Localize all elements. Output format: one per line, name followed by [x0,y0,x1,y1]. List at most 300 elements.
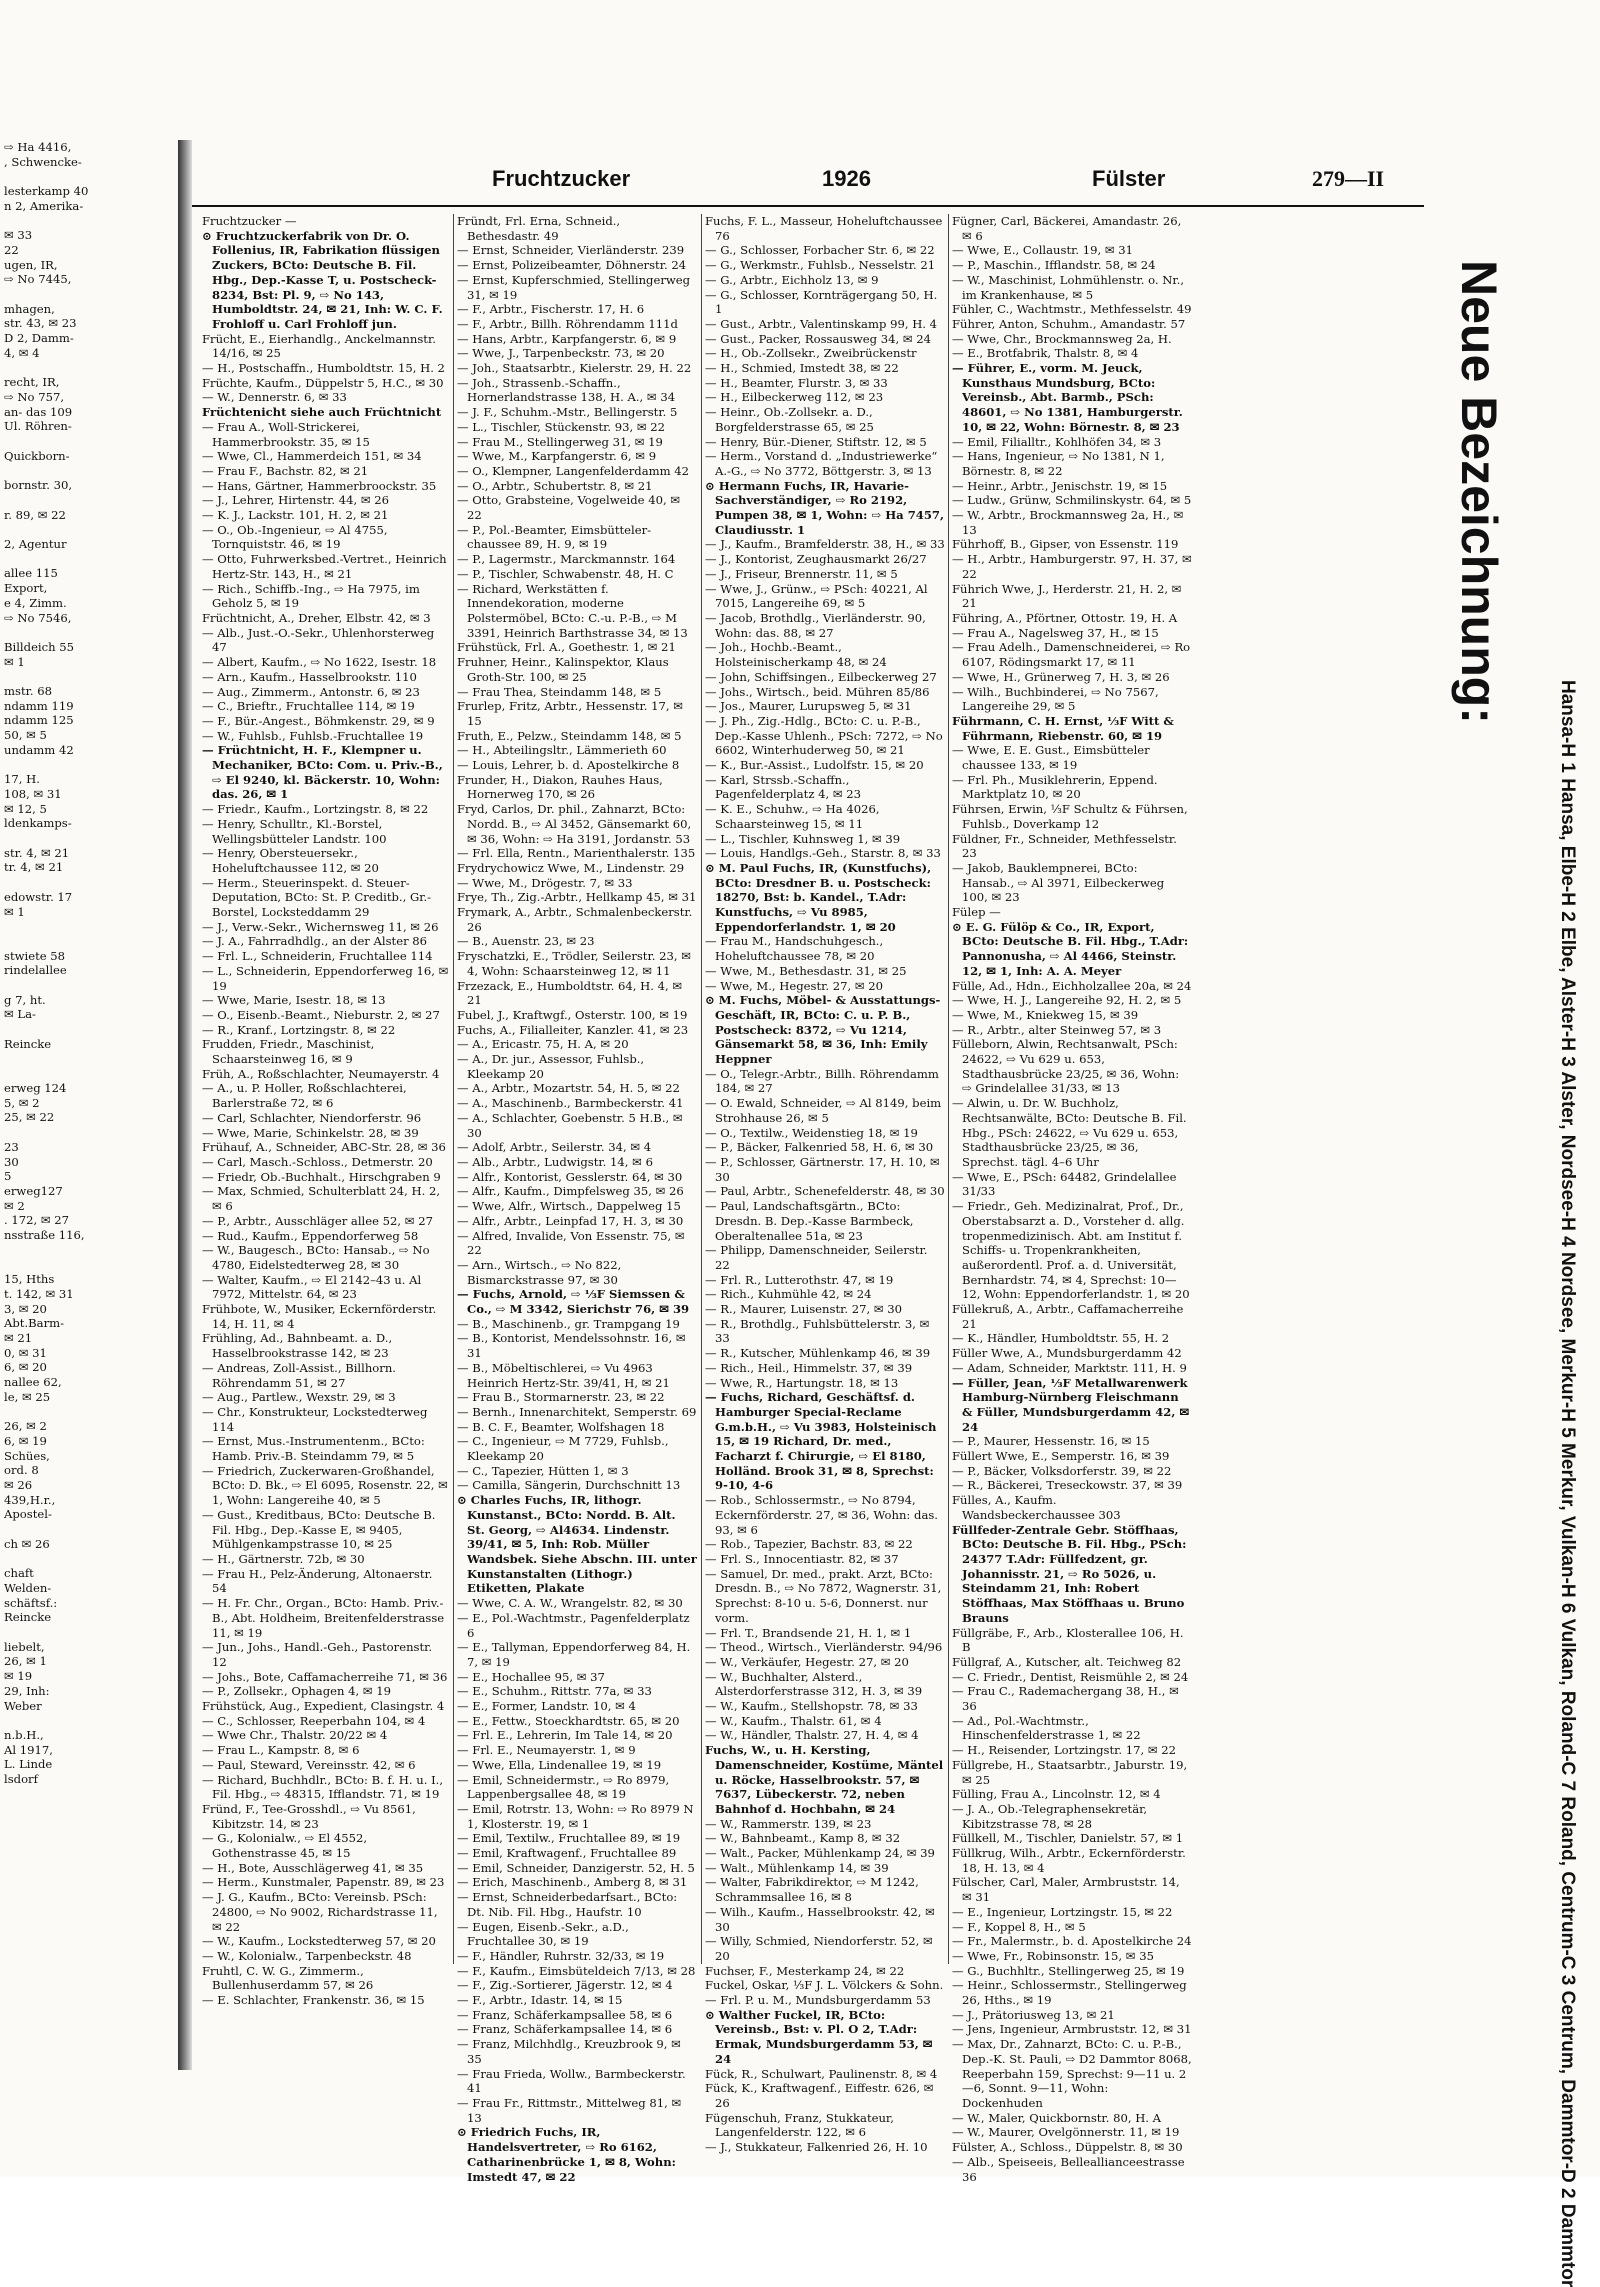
left-page-line: 0, ✉ 31 [4,1345,47,1360]
directory-entry: — J., Kontorist, Zeughausmarkt 26/27 [705,552,927,567]
directory-entry: — Frl. R., Lutterothstr. 47, ✉ 19 [705,1272,894,1287]
directory-entry: — H., Bote, Ausschlägerweg 41, ✉ 35 [202,1860,424,1875]
left-page-line [0,1625,178,1640]
directory-entry: — A., Maschinenb., Barmbeckerstr. 41 [457,1096,684,1111]
directory-entry: — Jakob, Bauklempnerei, BCto: Hansab., ⇨ Al 3971, Eilbeckerweg 100, ✉ 23 [952,860,1165,905]
directory-entry: — P., Tischler, Schwabenstr. 48, H. C [457,566,674,581]
left-page-line: ⇨ Ha 4416, [4,140,72,154]
left-page-line: 15, Hths [4,1272,55,1287]
directory-entry: — F., Arbtr., Fischerstr. 17, H. 6 [457,302,645,317]
directory-entry: — A., u. P. Holler, Roßschlachterei, Barlerstraße 72, ✉ 6 [202,1081,407,1111]
directory-entry: — Wwe, Ella, Lindenallee 19, ✉ 19 [457,1757,662,1772]
left-page-line: 22 [4,242,19,257]
left-page-line [0,758,178,773]
directory-entry: — P., Lagermstr., Marckmannstr. 164 [457,552,676,567]
directory-entry: ⊙ Charles Fuchs, IR, lithogr. Kunstanst., BCto: Nordd. B. Alt. St. Georg, ⇨ Al4634. Lindenstr. 39/41, ✉ 5, Inh: Rob. Müller Wandsbek. Siehe Abschn. III. unter Kunstanstalten (Lithogr.) Etiketten, Plakate [457,1493,697,1596]
directory-entry: — Jens, Ingenieur, Armbruststr. 12, ✉ 31 [952,2022,1192,2037]
directory-entry: — W., Maler, Quickbornstr. 80, H. A [952,2110,1162,2125]
directory-entry: — Emil, Schneidermstr., ⇨ Ro 8979, Lappenbergsallee 48, ✉ 19 [457,1772,670,1802]
left-page-line: 3, ✉ 20 [4,1301,47,1316]
directory-entry: — Heinr., Arbtr., Jenischstr. 19, ✉ 15 [952,478,1168,493]
directory-entry: — W., Kaufm., Thalstr. 61, ✉ 4 [705,1713,882,1728]
left-page-line: liebelt, [4,1639,45,1654]
directory-entry: — Frau L., Kampstr. 8, ✉ 6 [202,1743,360,1758]
left-page-line: ✉ 21 [4,1330,33,1345]
directory-entry: — F., Kaufm., Eimsbüteldeich 7/13, ✉ 28 [457,1963,696,1978]
directory-entry: — Richard, Buchhdlr., BCto: B. f. H. u. I., Fil. Hbg., ⇨ 48315, Ifflandstr. 71, ✉ 19 [202,1772,444,1802]
directory-entry: — G., Buchhltr., Stellingerweg 25, ✉ 19 [952,1963,1185,1978]
directory-entry: Frymark, A., Arbtr., Schmalenbeckerstr. 26 [457,905,693,934]
directory-entry: — Bernh., Innenarchitekt, Semperstr. 69 [457,1404,697,1419]
left-page-line: ord. 8 [4,1463,39,1478]
left-page-line: n 2, Amerika- [4,198,84,213]
directory-entry: — E., Pol.-Wachtmstr., Pagenfelderplatz 6 [457,1610,690,1640]
directory-entry: — Friedr., Geh. Medizinalrat, Prof., Dr., Oberstabsarzt a. D., Vorsteher d. allg. tropenmedizinisch. Abt. am Institut f. Schiffs- u. Tropenkrankheiten, außerordentl. Prof. a. d. Universität, Bernhardstr. 74, ✉ 4, Sprechst: 10—12, Wohn: Eppendorferlandstr. 1, ✉ 20 [952,1199,1190,1302]
directory-entry: — Wwe, Alfr., Wirtsch., Dappelweg 15 [457,1199,681,1214]
directory-entry: — Alfr., Arbtr., Leinpfad 17, H. 3, ✉ 30 [457,1213,684,1228]
directory-entry: Fryd, Carlos, Dr. phil., Zahnarzt, BCto: Nordd. B., ⇨ Al 3452, Gänsemarkt 60, ✉ 36, Wohn: ⇨ Ha 3191, Jordanstr. 53 [457,802,692,846]
left-page-line [0,669,178,684]
directory-entry: Fülscher, Carl, Maler, Armbruststr. 14, ✉ 31 [952,1875,1180,1905]
left-page-line [0,831,178,846]
directory-entry: — Ernst, Schneider, Vierländerstr. 239 [457,243,685,258]
left-page-line: Reincke [4,1610,52,1625]
directory-entry: — Gust., Kreditbaus, BCto: Deutsche B. Fil. Hbg., Dep.-Kasse E, ✉ 9405, Mühlgenkampstrasse 10, ✉ 25 [202,1507,436,1552]
left-page-line: Quickborn- [4,448,70,463]
directory-entry: Füllert Wwe, E., Semperstr. 16, ✉ 39 [952,1449,1170,1464]
directory-entry: — W., Maurer, Ovelgönnerstr. 11, ✉ 19 [952,2125,1180,2140]
directory-entry: — Wwe Chr., Thalstr. 20/22 ✉ 4 [202,1728,388,1743]
directory-entry: — Frl. Ella, Rentn., Marienthalerstr. 135 [457,846,696,861]
directory-entry: — G., Schlosser, Kornträgergang 50, H. 1 [705,287,938,317]
left-page-line: 25, ✉ 22 [4,1110,55,1125]
directory-entry: — W., Bahnbeamt., Kamp 8, ✉ 32 [705,1831,901,1846]
left-page-line: Welden- [4,1580,52,1595]
directory-page [192,150,1424,2184]
directory-entry: — Joh., Strassenb.-Schaffn., Hornerlandstrasse 138, H. A., ✉ 34 [457,375,676,405]
directory-entry: — A., Arbtr., Mozartstr. 54, H. 5, ✉ 22 [457,1081,680,1096]
directory-entry: — Ernst, Mus.-Instrumentenm., BCto: Hamb. Priv.-B. Steindamm 79, ✉ 5 [202,1434,425,1464]
column-divider [701,214,702,1964]
directory-entry: Fründt, Frl. Erna, Schneid., Bethesdastr. 49 [457,214,621,243]
directory-entry: — J. Ph., Zig.-Hdlg., BCto: C. u. P.-B., Dep.-Kasse Uhlenh., PSch: 7272, ⇨ No 6602, Winterhuderweg 50, ✉ 21 [705,713,943,758]
left-page-line: mhagen, [4,301,55,316]
book-gutter [178,140,192,2070]
directory-entry: — Wwe, M., Drögestr. 7, ✉ 33 [457,875,633,890]
left-page-line: ✉ 2 [4,1198,25,1213]
left-page-line [0,169,178,184]
directory-entry: — H., Gärtnerstr. 72b, ✉ 30 [202,1551,365,1566]
directory-entry: — O., Ob.-Ingenieur, ⇨ Al 4755, Tornquiststr. 46, ✉ 19 [202,522,388,552]
directory-entry: — W., Rammerstr. 139, ✉ 23 [705,1816,872,1831]
left-page-line: n.b.H., [4,1727,44,1742]
directory-entry: Fuckel, Oskar, ⅓F J. L. Völckers & Sohn. [705,1978,944,1993]
directory-entry: — Willy, Schmied, Niendorferstr. 52, ✉ 20 [705,1934,933,1963]
left-page-line [0,287,178,302]
directory-entry: Füldner, Fr., Schneider, Methfesselstr. 23 [952,831,1177,861]
directory-entry: — Wwe, M., Karpfangerstr. 6, ✉ 9 [457,449,657,464]
left-page-line: 29, Inh: [4,1683,50,1698]
directory-entry: Frunder, H., Diakon, Rauhes Haus, Hornerweg 170, ✉ 26 [457,772,663,802]
left-page-line: 50, ✉ 5 [4,728,47,743]
directory-entry: — Frau F., Bachstr. 82, ✉ 21 [202,463,369,478]
left-page-line: 17, H. [4,772,40,787]
left-page-fragment [0,140,178,2070]
directory-entry: — Camilla, Sängerin, Durchschnitt 13 [457,1478,681,1493]
directory-entry: — G., Arbtr., Eichholz 13, ✉ 9 [705,272,879,287]
directory-entry: — O., Klempner, Langenfelderdamm 42 [457,463,690,478]
directory-entry: — Franz, Schäferkampsallee 58, ✉ 6 [457,2007,673,2022]
directory-entry: — Franz, Schäferkampsallee 14, ✉ 6 [457,2022,673,2037]
directory-entry: Füllkrug, Wilh., Arbtr., Eckernförderstr. 18, H. 13, ✉ 4 [952,1846,1186,1875]
directory-entry: — J., Friseur, Brennerstr. 11, ✉ 5 [705,566,898,581]
directory-entry: — Fr., Malermstr., b. d. Apostelkirche 24 [952,1934,1192,1949]
directory-entry: — Samuel, Dr. med., prakt. Arzt, BCto: Dresdn. B., ⇨ No 7872, Wagnerstr. 31, Sprechst: 8-10 u. 5-6, Donnerst. nur vorm. [705,1566,942,1625]
directory-entry: — Wwe, R., Hartungstr. 18, ✉ 13 [705,1375,899,1390]
directory-entry: — Frau Fr., Rittmstr., Mittelweg 81, ✉ 13 [457,2096,682,2125]
directory-entry: — J., Lehrer, Hirtenstr. 44, ✉ 26 [202,493,390,508]
directory-entry: Fruhtl, C. W. G., Zimmerm., Bullenhuserdamm 57, ✉ 26 [202,1963,374,1993]
left-page-line: 2, Agentur [4,536,67,551]
left-page-line: ✉ 33 [4,228,33,243]
directory-entry: — Henry, Schulltr., Kl.-Borstel, Wellingsbütteler Landstr. 100 [202,816,387,846]
left-page-line [0,552,178,567]
directory-entry: — B., Kontorist, Mendelssohnstr. 16, ✉ 31 [457,1331,686,1361]
directory-entry: — Theod., Wirtsch., Vierländerstr. 94/96 [705,1640,943,1655]
directory-entry: — Hans, Arbtr., Karpfangerstr. 6, ✉ 9 [457,331,677,346]
directory-entry: Fuchs, F. L., Masseur, Hoheluftchaussee 76 [705,214,943,243]
directory-entry: — Adolf, Arbtr., Seilerstr. 34, ✉ 4 [457,1140,652,1155]
directory-entry: — P., Arbtr., Ausschläger allee 52, ✉ 27 [202,1213,433,1228]
directory-entry: — Alfr., Kontorist, Gesslerstr. 64, ✉ 30 [457,1169,683,1184]
directory-entry: Führer, Anton, Schuhm., Amandastr. 57 [952,316,1186,331]
directory-entry: — H., Abteilingsltr., Lämmerieth 60 [457,743,667,758]
directory-entry: ⊙ Walther Fuckel, IR, BCto: Vereinsb., Bst: v. Pl. O 2, T.Adr: Ermak, Mundsburgerdamm 53, ✉ 24 [705,2007,933,2066]
directory-entry: — G., Schlosser, Forbacher Str. 6, ✉ 22 [705,243,935,258]
directory-entry: — W., Kaufm., Lockstedterweg 57, ✉ 20 [202,1934,436,1949]
directory-entry: — Henry, Bür.-Diener, Stiftstr. 12, ✉ 5 [705,434,927,449]
directory-entry: — J., Prätoriusweg 13, ✉ 21 [952,2007,1115,2022]
directory-entry: — Alfred, Invalide, Von Essenstr. 75, ✉ 22 [457,1228,685,1258]
left-page-line: , Schwencke- [4,154,82,169]
directory-entry: — Wwe, J., Grünw., ⇨ PSch: 40221, Al 7015, Langereihe 69, ✉ 5 [705,581,928,611]
directory-entry: — H., Eilbeckerweg 112, ✉ 23 [705,390,884,405]
directory-entry: Frzezack, E., Humboldtstr. 64, H. 4, ✉ 21 [457,978,683,1008]
directory-entry: — Franz, Milchhdlg., Kreuzbrook 9, ✉ 35 [457,2037,681,2066]
directory-entry: Fuchs, A., Filialleiter, Kanzler. 41, ✉ 23 [457,1022,689,1037]
left-page-line: lsdorf [4,1772,38,1787]
directory-entry: — Johs., Wirtsch., beid. Mühren 85/86 [705,684,930,699]
directory-entry: — J., Verw.-Sekr., Wichernsweg 11, ✉ 26 [202,919,439,934]
directory-entry: — Früchtnicht, H. F., Klempner u. Mechaniker, BCto: Com. u. Priv.-B., ⇨ El 9240, kl. Bäckerstr. 10, Wohn: das. 26, ✉ 1 [202,743,443,802]
left-page-line: recht, IR, [4,375,60,390]
directory-entry: — A., Schlachter, Goebenstr. 5 H.B., ✉ 30 [457,1110,683,1140]
directory-entry: — E., Hochallee 95, ✉ 37 [457,1669,605,1684]
directory-entry: ⊙ E. G. Fülöp & Co., IR, Export, BCto: Deutsche B. Fil. Hbg., T.Adr: Pannonusha, ⇨ Al 4466, Steinstr. 12, ✉ 1, Inh: A. A. Meyer [952,919,1189,978]
directory-entry: — P., Zollsekr., Ophagen 4, ✉ 19 [202,1684,392,1699]
directory-entry: — H., Postschaffn., Humboldtstr. 15, H. 2 [202,361,445,376]
directory-entry: — E., Brotfabrik, Thalstr. 8, ✉ 4 [952,346,1139,361]
left-page-line: 26, ✉ 2 [4,1419,47,1434]
directory-entry: — R., Arbtr., alter Steinweg 57, ✉ 3 [952,1022,1162,1037]
directory-entry: — E., Fettw., Stoeckhardtstr. 65, ✉ 20 [457,1713,680,1728]
left-page-line [0,919,178,934]
left-page-line: Weber [4,1698,42,1713]
directory-entry: — O., Telegr.-Arbtr., Billh. Röhrendamm 184, ✉ 27 [705,1066,939,1096]
directory-entry: — Ad., Pol.-Wachtmstr., Hinschenfelderstrasse 1, ✉ 22 [952,1713,1141,1743]
directory-entry: — W., Maschinist, Lohmühlenstr. o. Nr., im Krankenhause, ✉ 5 [952,272,1185,302]
directory-entry: — Heinr., Ob.-Zollsekr. a. D., Borgfelderstrasse 65, ✉ 25 [705,405,874,434]
page-number: 279—II [1312,166,1385,191]
directory-entry: Frye, Th., Zig.-Arbtr., Hellkamp 45, ✉ 31 [457,890,697,905]
directory-entry: Fülling, Frau A., Lincolnstr. 12, ✉ 4 [952,1787,1161,1802]
directory-entry: Frühling, Ad., Bahnbeamt. a. D., Hasselbrookstrasse 142, ✉ 23 [202,1331,393,1361]
running-header [192,150,1424,200]
directory-entry: Füllekruß, A., Arbtr., Caffamacherreihe 21 [952,1302,1184,1331]
left-page-line: ⇨ No 757, [4,389,65,404]
directory-entry: Frühbote, W., Musiker, Eckernförderstr. 14, H. 11, ✉ 4 [202,1302,437,1331]
directory-entry: — H., Schmied, Imstedt 38, ✉ 22 [705,361,899,376]
directory-entry: Frühstück, Aug., Expedient, Clasingstr. 4 [202,1699,445,1714]
left-page-line [0,1522,178,1537]
left-page-line: ndamm 125 [4,713,74,728]
directory-entry: — Walter, Fabrikdirektor, ⇨ M 1242, Schrammsallee 16, ✉ 8 [705,1875,919,1905]
left-page-line: mstr. 68 [4,684,52,699]
directory-entry: — Frau B., Stormarnerstr. 23, ✉ 22 [457,1390,665,1405]
left-page-line [0,434,178,449]
directory-entry: — Frau Adelh., Damenschneiderei, ⇨ Ro 6107, Rödingsmarkt 17, ✉ 11 [952,640,1191,670]
left-page-line [0,361,178,376]
directory-entry: — Frau Thea, Steindamm 148, ✉ 5 [457,684,662,699]
directory-entry: — Wwe, E., PSch: 64482, Grindelallee 31/33 [952,1169,1177,1199]
left-page-line: chaft [4,1566,34,1581]
directory-entry: — F., Arbtr., Idastr. 14, ✉ 15 [457,1993,623,2008]
left-page-line: r. 89, ✉ 22 [4,507,66,522]
directory-entry: — A., Dr. jur., Assessor, Fuhlsb., Kleekamp 20 [457,1052,645,1081]
directory-entry: — Alb., Just.-O.-Sekr., Uhlenhorsterweg 47 [202,625,435,655]
directory-entry: Füllgräbe, F., Arb., Klosterallee 106, H. B [952,1625,1184,1655]
directory-entry: — K., Händler, Humboldtstr. 55, H. 2 [952,1331,1170,1346]
directory-entry: Fubel, J., Kraftwgf., Osterstr. 100, ✉ 19 [457,1007,688,1022]
directory-entry: — Fuchs, Arnold, ⇨ ⅓F Siemssen & Co., ⇨ M 3342, Sierichstr 76, ✉ 39 [457,1287,690,1317]
directory-entry: Frydrychowicz Wwe, M., Lindenstr. 29 [457,860,685,875]
directory-entry: ⊙ Hermann Fuchs, IR, Havarie-Sachverständiger, ⇨ Ro 2192, Pumpen 38, ✉ 1, Wohn: ⇨ Ha 7457, Claudiusstr. 1 [705,478,944,537]
left-page-line: 6, ✉ 19 [4,1433,47,1448]
left-page-line [0,1257,178,1272]
directory-entry: Fründ, F., Tee-Grosshdl., ⇨ Vu 8561, Kibitzstr. 14, ✉ 23 [202,1801,416,1831]
directory-entry: — Joh., Hochb.-Beamt., Holsteinischerkamp 48, ✉ 24 [705,640,887,670]
directory-entry: — Frau A., Woll-Strickerei, Hammerbrookstr. 35, ✉ 15 [202,419,370,449]
directory-entry: — Friedr, Ob.-Buchhalt., Hirschgraben 9 [202,1169,441,1184]
left-page-line: ndamm 119 [4,698,74,713]
left-page-line: 6, ✉ 20 [4,1360,47,1375]
directory-entry: — K. J., Lackstr. 101, H. 2, ✉ 21 [202,508,389,523]
directory-entry: — Paul, Steward, Vereinsstr. 42, ✉ 6 [202,1757,416,1772]
directory-entry: Frurlep, Fritz, Arbtr., Hessenstr. 17, ✉ 15 [457,699,683,728]
directory-entry: — Frau H., Pelz-Änderung, Altonaerstr. 54 [202,1566,433,1596]
directory-entry: — Wwe, M., Kniekweg 15, ✉ 39 [952,1007,1139,1022]
left-page-line: ✉ La- [4,1007,36,1022]
left-page-line: ✉ 1 [4,654,25,669]
directory-entry: Füllfeder-Zentrale Gebr. Stöffhaas, BCto: Deutsche B. Fil. Hbg., PSch: 24377 T.Adr: Füllfedzent, gr. Johannisstr. 21, ⇨ Ro 5026, u. Steindamm 21, Inh: Robert Stöffhaas, Max Stöffhaas u. Bruno Brauns [952,1522,1187,1625]
header-rule [192,205,1424,207]
left-page-line [0,522,178,537]
directory-entry: — F., Händler, Ruhrstr. 32/33, ✉ 19 [457,1948,665,1963]
directory-entry: — H. Fr. Chr., Organ., BCto: Hamb. Priv.-B., Abt. Holdheim, Breitenfelderstrasse 11, ✉ 19 [202,1596,445,1640]
directory-entry: Fülep — [952,905,1001,920]
left-page-line: Reincke [4,1036,52,1051]
directory-entry: — Adam, Schneider, Marktstr. 111, H. 9 [952,1360,1187,1375]
directory-entry: — C., Tapezier, Hütten 1, ✉ 3 [457,1463,629,1478]
directory-entry: — Joh., Staatsarbtr., Kielerstr. 29, H. 22 [457,361,692,376]
directory-entry: — H., Reisender, Lortzingstr. 17, ✉ 22 [952,1743,1177,1758]
left-page-line: Al 1917, [4,1742,53,1757]
left-page-line: 108, ✉ 31 [4,786,62,801]
directory-entry: — Hans, Ingenieur, ⇨ No 1381, N 1, Börnestr. 8, ✉ 22 [952,449,1165,478]
column-divider [948,214,949,1964]
directory-entry: — F., Zig.-Sortierer, Jägerstr. 12, ✉ 4 [457,1978,673,1993]
left-page-line: Apostel- [4,1507,52,1522]
directory-entry: — Alwin, u. Dr. W. Buchholz, Rechtsanwälte, BCto: Deutsche B. Fil. Hbg., PSch: 24622, ⇨ Vu 629 u. 653, Stadthausbrücke 23/25, ✉ 36, Sprechst. tägl. 4–6 Uhr [952,1096,1187,1169]
directory-entry: Fülleborn, Alwin, Rechtsanwalt, PSch: 24622, ⇨ Vu 629 u. 653, Stadthausbrücke 23/25, ✉ 36, Wohn: ⇨ Grindelallee 31/33, ✉ 13 [952,1037,1180,1096]
left-page-line [0,1404,178,1419]
directory-entry: — Ludw., Grünw, Schmilinskystr. 64, ✉ 5 [952,493,1192,508]
directory-entry: — Herm., Steuerinspekt. d. Steuer-Deputation, BCto: St. P. Creditb., Gr.-Borstel, Locksteddamm 29 [202,875,432,920]
directory-entry: — P., Bäcker, Falkenried 58, H. 6, ✉ 30 [705,1140,934,1155]
left-page-line: ⇨ No 7445, [4,272,72,287]
directory-entry: Fryschatzki, E., Trödler, Seilerstr. 23, ✉ 4, Wohn: Schaarsteinweg 12, ✉ 11 [457,949,691,978]
left-page-line: ✉ 1 [4,904,25,919]
directory-entry: — W., Kaufm., Stellshopstr. 78, ✉ 33 [705,1699,918,1714]
left-page-line: 26, ✉ 1 [4,1654,47,1669]
directory-entry: Fügner, Carl, Bäckerei, Amandastr. 26, ✉ 6 [952,214,1182,243]
directory-entry: — Walt., Mühlenkamp 14, ✉ 39 [705,1860,889,1875]
directory-entry: — Max, Dr., Zahnarzt, BCto: C. u. P.-B., Dep.-K. St. Pauli, ⇨ D2 Dammtor 8068, Reeperbahn 159, Sprechst: 9—11 u. 2—6, Sonnt. 9—11, Wohn: Dockenhuden [952,2037,1192,2110]
sidebar-title: Neue Bezeichnung: [1451,260,1507,724]
left-page-line: erweg 124 [4,1081,67,1095]
left-page-line [0,1022,178,1037]
header-first-keyword: Fruchtzucker [492,166,631,191]
directory-entry: — G., Werkmstr., Fuhlsb., Nesselstr. 21 [705,258,936,273]
left-page-line: Abt.Barm- [4,1316,65,1331]
directory-entry: — Alb., Arbtr., Ludwigstr. 14, ✉ 6 [457,1155,653,1169]
directory-entry: Füllkell, M., Tischler, Danielstr. 57, ✉ 1 [952,1831,1184,1846]
left-page-line: ⇨ No 7546, [4,610,72,625]
directory-entry: — Füller, Jean, ⅓F Metallwarenwerk Hamburg-Nürnberg Fleischmann & Füller, Mundsburgerdamm 42, ✉ 24 [952,1375,1190,1434]
left-page-line: bornstr. 30, [4,478,73,493]
directory-entry: — Eugen, Eisenb.-Sekr., a.D., Fruchtallee 30, ✉ 19 [457,1919,629,1949]
directory-entry: — Wwe, H., Grünerweg 7, H. 3, ✉ 26 [952,669,1170,684]
directory-entry: — Emil, Textilw., Fruchtallee 89, ✉ 19 [457,1831,681,1846]
directory-entry: Frudden, Friedr., Maschinist, Schaarsteinweg 16, ✉ 9 [202,1037,375,1067]
column-4 [952,214,1192,2184]
left-page-line [0,1125,178,1140]
directory-entry: ⊙ Friedrich Fuchs, IR, Handelsvertreter, ⇨ Ro 6162, Catharinenbrücke 1, ✉ 8, Wohn: Imstedt 47, ✉ 22 [457,2125,676,2184]
directory-entry: — Frl. L., Schneiderin, Fruchtallee 114 [202,949,433,964]
directory-entry: — O. Ewald, Schneider, ⇨ Al 8149, beim Strohhause 26, ✉ 5 [705,1096,942,1125]
directory-entry: — Rich., Schiffb.-Ing., ⇨ Ha 7975, im Geholz 5, ✉ 19 [202,581,420,611]
directory-entry: — Karl, Strssb.-Schaffn., Pagenfelderplatz 4, ✉ 23 [705,772,862,802]
left-page-line: rindelallee [4,963,67,978]
directory-entry: — E., Ingenieur, Lortzingstr. 15, ✉ 22 [952,1904,1173,1919]
directory-entry: — O., Arbtr., Schubertstr. 8, ✉ 21 [457,478,653,493]
left-page-line: ✉ 19 [4,1669,33,1684]
directory-entry: Früh, A., Roßschlachter, Neumayerstr. 4 [202,1066,440,1081]
directory-entry: — Frau C., Rademachergang 38, H., ✉ 36 [952,1684,1179,1714]
directory-entry: Frücht, E., Eierhandlg., Anckelmannstr. 14/16, ✉ 25 [202,331,436,361]
directory-entry: Fruchtzucker — [202,214,297,228]
directory-entry: — Louis, Lehrer, b. d. Apostelkirche 8 [457,758,680,773]
left-page-line: e 4, Zimm. [4,595,67,610]
directory-entry: — Emil, Kraftwagenf., Fruchtallee 89 [457,1846,677,1861]
directory-entry: — B., Möbeltischlerei, ⇨ Vu 4963 Heinrich Hertz-Str. 39/41, H, ✉ 21 [457,1360,670,1390]
left-page-line [0,875,178,890]
directory-entry: — Walt., Packer, Mühlenkamp 24, ✉ 39 [705,1846,935,1861]
left-page-line: an- das 109 [4,404,73,419]
directory-entry: — Ernst, Kupferschmied, Stellingerweg 31, ✉ 19 [457,272,691,302]
directory-entry: — H., Arbtr., Hamburgerstr. 97, H. 37, ✉ 22 [952,552,1192,581]
left-page-line: t. 142, ✉ 31 [4,1286,74,1301]
directory-entry: — Alfr., Kaufm., Dimpfelsweg 35, ✉ 26 [457,1184,684,1199]
directory-entry: — Wwe, J., Tarpenbeckstr. 73, ✉ 20 [457,346,665,361]
directory-entry: Frühstück, Frl. A., Goethestr. 1, ✉ 21 [457,640,676,655]
left-page-line: L. Linde [4,1757,53,1772]
sidebar-exchange-list: Hansa-H 1 Hansa, Elbe-H 2 Elbe, Alster-H 3 Alster, Nordsee-H 4 Nordsee, Merkur-H 5 Merkur, Vulkan-H 6 Vulkan, Roland-C 7 Roland, Centrum-C 3 Centrum, Dammtor-D 2 Dammtor [1557,680,1578,2287]
directory-entry: — Emil, Rotrstr. 13, Wohn: ⇨ Ro 8979 N 1, Klosterstr. 19, ✉ 1 [457,1801,694,1831]
left-page-line: ✉ 26 [4,1477,33,1492]
left-page-line: nallee 62, [4,1375,62,1390]
column-2 [457,214,697,2184]
directory-entry: — Wilh., Buchbinderei, ⇨ No 7567, Langereihe 29, ✉ 5 [952,684,1159,714]
directory-entry: Fügenschuh, Franz, Stukkateur, Langenfelderstr. 122, ✉ 6 [705,2110,894,2140]
left-page-line: g 7, ht. [4,992,46,1007]
left-page-line: ch ✉ 26 [4,1536,50,1551]
directory-entry: Fruhner, Heinr., Kalinspektor, Klaus Groth-Str. 100, ✉ 25 [457,655,669,684]
directory-entry: — W., Arbtr., Brockmannsweg 2a, H., ✉ 13 [952,508,1184,537]
directory-entry: — Wwe, E. E. Gust., Eimsbütteler chaussee 133, ✉ 19 [952,743,1150,773]
directory-entry: — E., Tallyman, Eppendorferweg 84, H. 7, ✉ 19 [457,1640,691,1669]
directory-entry: Fuchser, F., Mesterkamp 24, ✉ 22 [705,1963,905,1978]
left-page-line [0,463,178,478]
directory-entry: — Richard, Werkstätten f. Innendekoration, moderne Polstermöbel, BCto: C.-u. P.-B., ⇨ M 3391, Heinrich Barthstrasse 34, ✉ 13 [457,581,688,640]
directory-entry: — Friedrich, Zuckerwaren-Großhandel, BCto: D. Bk., ⇨ El 6095, Rosenstr. 22, ✉ 1, Wohn: Langereihe 40, ✉ 5 [202,1463,448,1508]
left-page-line: str. 4, ✉ 21 [4,845,70,860]
directory-entry: — John, Schiffsingen., Eilbeckerweg 27 [705,669,937,684]
directory-entry: — Frl. E., Neumayerstr. 1, ✉ 9 [457,1743,636,1758]
directory-entry: — Wwe, H. J., Langereihe 92, H. 2, ✉ 5 [952,993,1182,1008]
directory-entry: — B. C. F., Beamter, Wolfshagen 18 [457,1419,665,1434]
directory-entry: — F., Arbtr., Billh. Röhrendamm 111d [457,316,678,331]
directory-entry: — W., Verkäufer, Hegestr. 27, ✉ 20 [705,1654,909,1669]
directory-entry: — Jun., Johs., Handl.-Geh., Pastorenstr. 12 [202,1640,433,1669]
directory-entry: — R., Kutscher, Mühlenkamp 46, ✉ 39 [705,1346,931,1361]
left-page-line: 4, ✉ 4 [4,345,40,360]
directory-entry: — Johs., Bote, Caffamacherreihe 71, ✉ 36 [202,1669,448,1684]
directory-entry: — Emil, Filialltr., Kohlhöfen 34, ✉ 3 [952,434,1162,449]
directory-entry: — Henry, Obersteuersekr., Hoheluftchaussee 112, ✉ 20 [202,846,379,875]
directory-entry: — J. A., Fahrradhdlg., an der Alster 86 [202,934,428,949]
directory-entry: Fruth, E., Pelzw., Steindamm 148, ✉ 5 [457,728,682,743]
directory-entry: — J., Kaufm., Bramfelderstr. 38, H., ✉ 33 [705,537,945,552]
directory-entry: — F., Bür.-Angest., Böhmkenstr. 29, ✉ 9 [202,713,435,728]
left-page-line: 439,H.r., [4,1492,56,1507]
directory-entry: — W., Dennerstr. 6, ✉ 33 [202,390,347,405]
column-1 [202,214,450,2014]
directory-entry: — Jos., Maurer, Lurupsweg 5, ✉ 31 [705,699,912,714]
directory-entry: — Wwe, M., Hegestr. 27, ✉ 20 [705,978,884,993]
left-page-line: ugen, IR, [4,257,58,272]
left-page-line: le, ✉ 25 [4,1389,51,1404]
